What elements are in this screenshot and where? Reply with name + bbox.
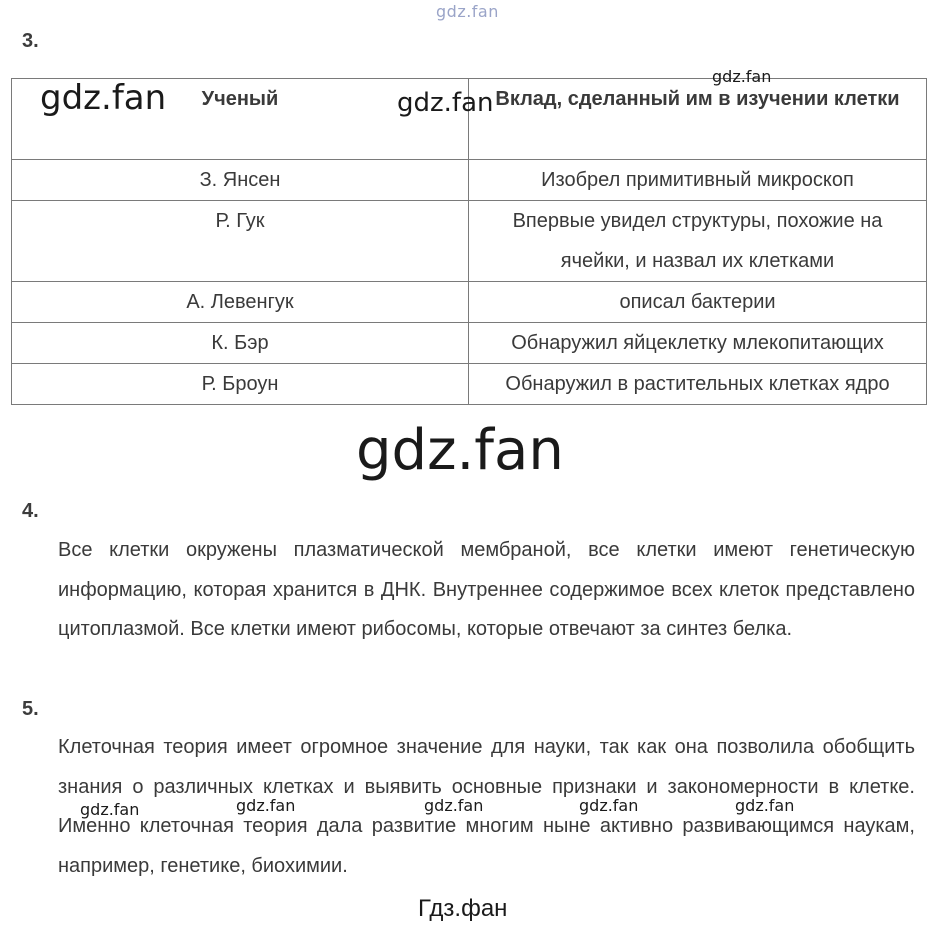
watermark-row: gdz.fan (579, 796, 639, 815)
task-4-answer: Все клетки окружены плазматической мембраной, все клетки имеют генетическую информацию, которая хранится в ДНК. Внутреннее содержимое всех клеток представлено цитоплазмой. Все клетки имеют рибосомы, которые отвечают за синтез белка. (58, 539, 915, 640)
scientist-cell: З. Янсен (12, 160, 469, 201)
contribution-cell: Впервые увидел структуры, похожие на ячейки, и назвал их клетками (469, 201, 927, 282)
watermark-row: gdz.fan (735, 796, 795, 815)
contribution-cell: Обнаружил в растительных клетках ядро (469, 364, 927, 405)
watermark-row: gdz.fan (236, 796, 296, 815)
task-4-number: 4. (22, 500, 39, 522)
table-row (12, 201, 927, 282)
table-row (12, 282, 927, 323)
task-5-number: 5. (22, 698, 39, 720)
scientist-cell: К. Бэр (12, 323, 469, 364)
scientists-table (11, 78, 927, 405)
watermark-center: gdz.fan (356, 418, 564, 483)
table-row (12, 323, 927, 364)
table-row (12, 364, 927, 405)
footer-brand: Гдз.фан (418, 895, 508, 922)
contribution-cell: описал бактерии (469, 282, 927, 323)
watermark-top: gdz.fan (436, 2, 499, 21)
scientist-cell: Р. Гук (12, 201, 469, 282)
task-5-answer: Клеточная теория имеет огромное значение для науки, так как она позволила обобщить знания о различных клетках и выявить основные признаки и закономерности в клетке. Именно клеточная теория дала развитие многим ныне активно развивающимся наукам, например, генетике, биохимии. (58, 736, 915, 877)
watermark-table-mid: gdz.fan (397, 88, 494, 118)
scientist-cell: Р. Броун (12, 364, 469, 405)
watermark-row: gdz.fan (424, 796, 484, 815)
watermark-row: gdz.fan (80, 800, 140, 819)
task-3-number: 3. (22, 30, 39, 52)
scientist-cell: А. Левенгук (12, 282, 469, 323)
header-scientist: Ученый (12, 79, 469, 160)
watermark-table-right: gdz.fan (712, 67, 772, 86)
contribution-cell: Обнаружил яйцеклетку млекопитающих (469, 323, 927, 364)
table-row (12, 160, 927, 201)
contribution-cell: Изобрел примитивный микроскоп (469, 160, 927, 201)
header-contribution: Вклад, сделанный им в изучении клетки (469, 79, 927, 160)
watermark-table-left: gdz.fan (40, 78, 167, 118)
